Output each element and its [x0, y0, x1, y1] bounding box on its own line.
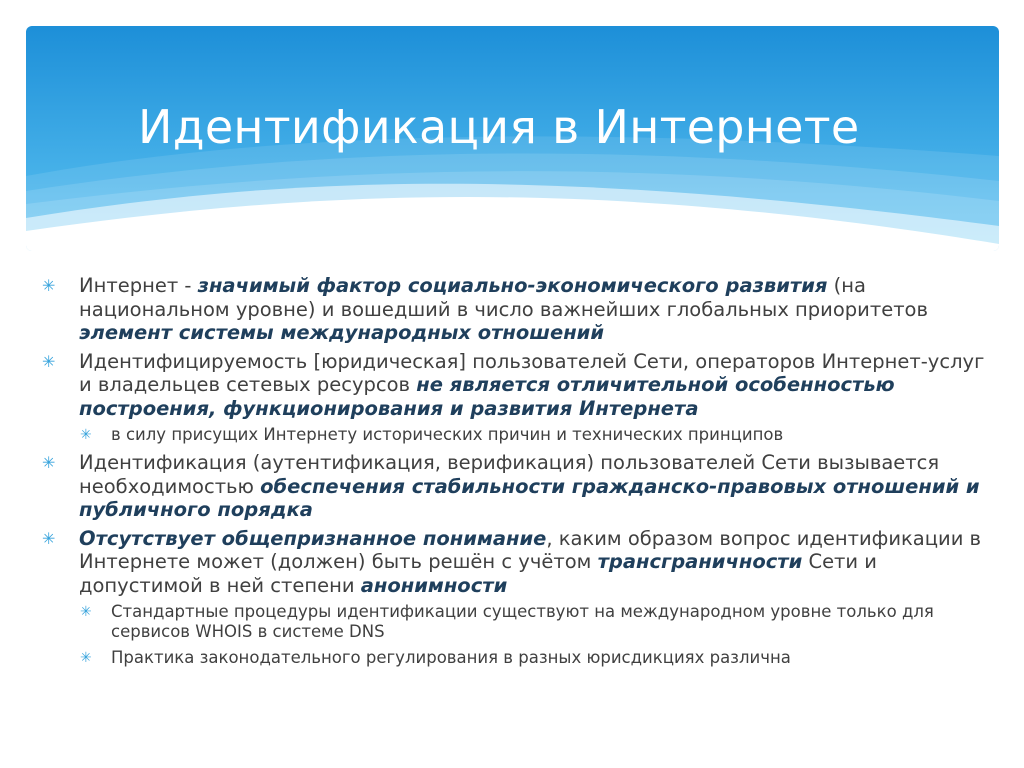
- sub-bullet-item: ✳ Стандартные процедуры идентификации существуют на международном уровне только для сервисов WHOIS в системе DNS: [80, 602, 934, 641]
- bullet-list: [40, 274, 1000, 674]
- asterisk-bullet-icon: ✳: [42, 351, 56, 371]
- bullet-item: ✳ Идентифицируемость [юридическая] пользователей Сети, операторов Интернет-услуг и владельцев сетевых ресурсов не является отличительной особенностью построения, функционирования и развития Интернета: [42, 349, 985, 420]
- sub-bullet-item: ✳ в силу присущих Интернету исторических причин и технических принципов: [80, 425, 784, 444]
- asterisk-bullet-icon: ✳: [42, 528, 56, 548]
- asterisk-bullet-icon: ✳: [80, 427, 92, 443]
- asterisk-bullet-icon: ✳: [42, 453, 56, 472]
- sub-bullet-item: ✳ Практика законодательного регулирования в разных юрисдикциях различна: [80, 648, 791, 667]
- bullet-item: ✳ Идентификация (аутентификация, верификация) пользователей Сети вызывается необходимостью обеспечения стабильности гражданско-правовых отношений и публичного порядка: [42, 451, 980, 521]
- slide-title: Идентификация в Интернете: [138, 100, 860, 154]
- asterisk-bullet-icon: ✳: [80, 650, 92, 666]
- asterisk-bullet-icon: ✳: [42, 276, 56, 295]
- asterisk-bullet-icon: ✳: [80, 604, 92, 620]
- title-banner: [26, 26, 999, 251]
- bullet-item: ✳ Интернет - значимый фактор социально-экономического развития (на национальном уровне) и вошедший в число важнейших глобальных приоритетов элемент системы международных отношений: [42, 274, 928, 344]
- bullet-item: ✳ Отсутствует общепризнанное понимание, каким образом вопрос идентификации в Интернете может (должен) быть решён с учётом трансграничности Сети и допустимой в ней степени анонимности: [42, 526, 982, 597]
